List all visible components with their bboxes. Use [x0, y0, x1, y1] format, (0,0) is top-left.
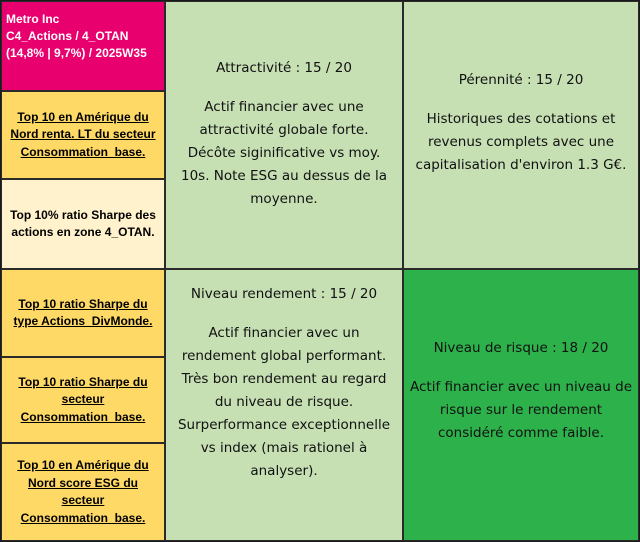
ranking-item	[1, 269, 165, 357]
ranking-text: Top 10 en Amérique du Nord score ESG du secteur Consommation_base.	[17, 458, 149, 525]
perennite-panel	[403, 1, 639, 269]
ranking-item	[1, 91, 165, 179]
rendement-panel	[165, 269, 403, 541]
perennite-title: Pérennité : 15 / 20	[458, 72, 584, 88]
perennite-text: Historiques des cotations et revenus complets avec une capitalisation d'environ 1.3 G€.	[415, 111, 627, 173]
ranking-text: Top 10 ratio Sharpe du secteur Consommation_base.	[18, 374, 148, 424]
ranking-text: Top 10 ratio Sharpe du type Actions_DivMonde.	[13, 296, 153, 328]
rendement-title: Niveau rendement : 15 / 20	[190, 286, 378, 302]
risque-text: Actif financier avec un niveau de risque sur le rendement considéré comme faible.	[410, 379, 632, 441]
asset-name: Metro Inc	[6, 12, 60, 26]
ranking-item	[1, 179, 165, 269]
rendement-text: Actif financier avec un rendement global performant. Très bon rendement au regard du niveau de risque. Surperformance exceptionnelle vs index (mais rationel à analyser).	[177, 325, 391, 479]
ranking-text: Top 10 en Amérique du Nord renta. LT du secteur Consommation_base.	[10, 109, 156, 159]
risque-title: Niveau de risque : 18 / 20	[433, 340, 609, 356]
attractivite-panel	[165, 1, 403, 269]
ranking-item	[1, 443, 165, 541]
asset-header	[1, 1, 165, 91]
attractivite-text: Actif financier avec une attractivité globale forte. Décôte siginificative vs moy. 10s. Note ESG au dessus de la moyenne.	[180, 99, 388, 207]
asset-category: C4_Actions / 4_OTAN	[6, 29, 129, 43]
attractivite-title: Attractivité : 15 / 20	[216, 60, 352, 76]
risque-panel	[403, 269, 639, 541]
asset-period: (14,8% | 9,7%) / 2025W35	[6, 46, 147, 60]
ranking-item	[1, 357, 165, 443]
ranking-text: Top 10% ratio Sharpe des actions en zone 4_OTAN.	[10, 207, 156, 239]
